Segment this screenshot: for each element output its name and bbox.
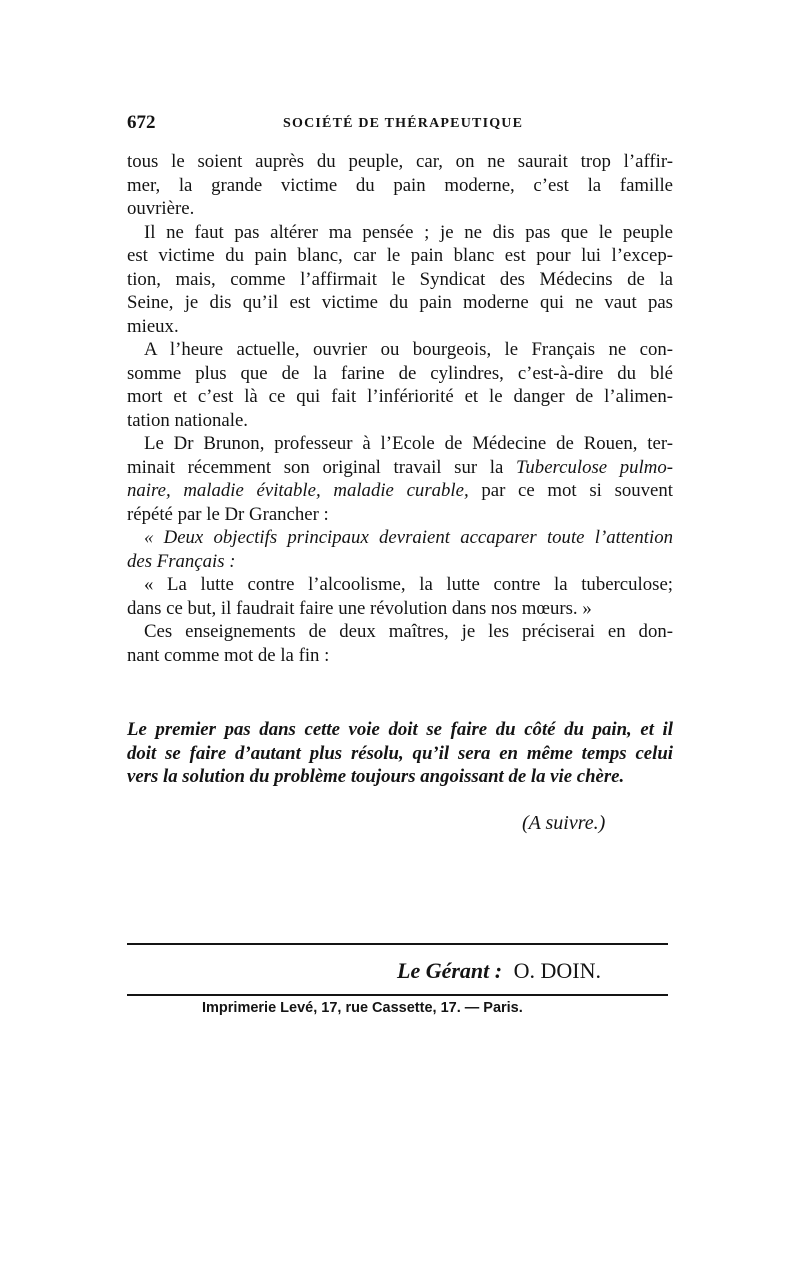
body-line: ouvrière. (127, 198, 195, 219)
quote-line: des Français : (127, 550, 236, 572)
body-line: tation nationale. (127, 409, 248, 431)
body-line: Ces enseignements de deux maîtres, je les préciserai en don- (144, 621, 673, 642)
to-be-continued: (A suivre.) (522, 812, 606, 834)
body-line: Seine, je dis qu’il est victime du pain moderne qui ne vaut pas (127, 292, 673, 313)
body-line: répété par le Dr Grancher : (127, 503, 329, 525)
body-line: A l’heure actuelle, ouvrier ou bourgeois, le Français ne con- (144, 339, 673, 360)
body-line: Il ne faut pas altérer ma pensée ; je ne dis pas que le peuple (144, 221, 673, 243)
body-line: mer, la grande victime du pain moderne, c’est la famille (127, 174, 673, 196)
body-line: mieux. (127, 315, 179, 337)
conclusion-line: vers la solution du problème toujours angoissant de la vie chère. (127, 766, 625, 787)
page-number: 672 (127, 112, 156, 133)
body-text-span: par ce mot si souvent (481, 480, 673, 501)
book-title-italic: naire, maladie évitable, maladie curable, (127, 480, 469, 501)
body-line: somme plus que de la farine de cylindres, c’est-à-dire du blé (127, 362, 673, 384)
body-line: tous le soient auprès du peuple, car, on ne saurait trop l’affir- (127, 151, 673, 172)
divider-rule (127, 943, 668, 945)
signature-line (397, 958, 601, 984)
quote-line: « La lutte contre l’alcoolisme, la lutte contre la tuberculose; (144, 574, 673, 595)
page-header (127, 112, 673, 142)
body-line: est victime du pain blanc, car le pain blanc est pour lui l’excep- (127, 245, 673, 266)
body-line: Le Dr Brunon, professeur à l’Ecole de Médecine de Rouen, ter- (144, 433, 673, 454)
signature-label: Le Gérant : (397, 958, 503, 983)
conclusion-block (127, 718, 673, 789)
divider-rule (127, 994, 668, 996)
body-line-mixed (127, 479, 673, 503)
quote-line: dans ce but, il faudrait faire une révolution dans nos mœurs. » (127, 597, 592, 619)
body-text-span: minait récemment son original travail sur la (127, 456, 504, 478)
body-line: mort et c’est là ce qui fait l’infériorité et le danger de l’alimen- (127, 386, 673, 407)
conclusion-line: Le premier pas dans cette voie doit se faire du côté du pain, et il (127, 719, 673, 740)
body-text (127, 150, 673, 667)
body-line: nant comme mot de la fin : (127, 644, 330, 666)
quote-line: « Deux objectifs principaux devraient accaparer toute l’attention (144, 527, 673, 548)
printer-imprint: Imprimerie Levé, 17, rue Cassette, 17. — Paris. (202, 1000, 523, 1016)
running-title: SOCIÉTÉ DE THÉRAPEUTIQUE (283, 116, 524, 131)
book-title-italic: Tuberculose pulmo- (516, 456, 673, 478)
signature-name: O. DOIN. (513, 958, 601, 983)
body-line-mixed (127, 456, 673, 480)
conclusion-line: doit se faire d’autant plus résolu, qu’il sera en même temps celui (127, 742, 673, 764)
body-line: tion, mais, comme l’affirmait le Syndicat des Médecins de la (127, 268, 673, 290)
